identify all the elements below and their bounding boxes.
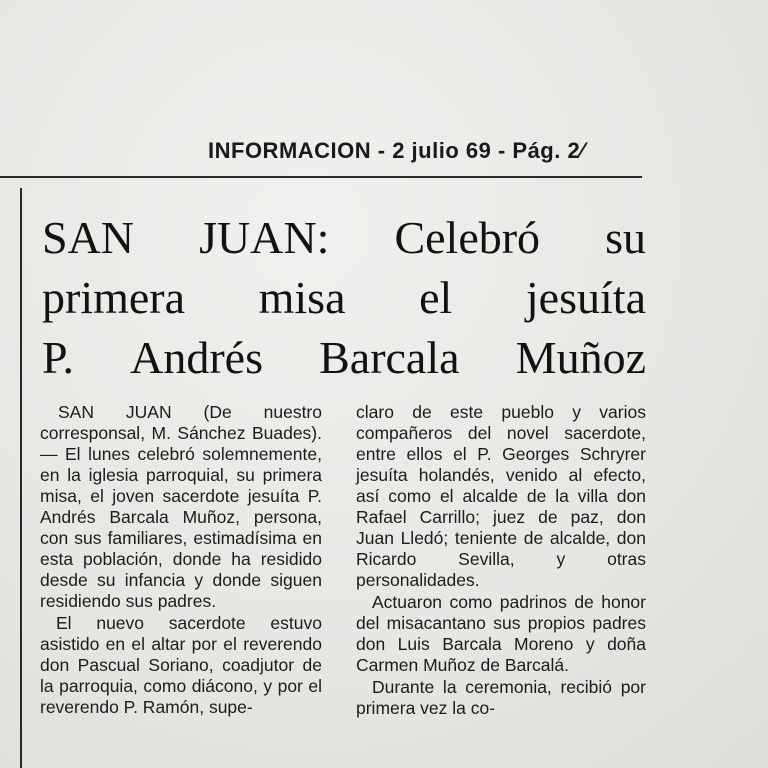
headline-word: misa <box>258 272 346 323</box>
left-divider <box>20 188 22 768</box>
headline-word: Andrés <box>130 332 263 383</box>
headline-word: Muñoz <box>515 332 646 383</box>
headline-word: P. <box>42 332 74 383</box>
headline-line <box>42 268 646 328</box>
headline-word: SAN <box>42 212 135 263</box>
article-column-right <box>356 402 646 719</box>
article-column-left <box>40 402 322 718</box>
article-paragraph: Actuaron como padrinos de honor del misacantano sus propios padres don Luis Barcala Moreno y doña Carmen Muñoz de Barcalá. <box>356 592 646 675</box>
headline-word: el <box>419 272 453 323</box>
headline-word: jesuíta <box>525 272 646 323</box>
headline-word: Celebró <box>394 212 541 263</box>
article-paragraph: El nuevo sacerdote estuvo asistido en el altar por el reverendo don Pascual Soriano, coadjutor de la parroquia, como diácono, y por el reverendo P. Ramón, supe- <box>40 613 322 717</box>
headline-word: Barcala <box>319 332 460 383</box>
headline-line <box>42 328 646 388</box>
article-paragraph: Durante la ceremonia, recibió por primera vez la co- <box>356 677 646 718</box>
article-paragraph: claro de este pueblo y varios compañeros del novel sacerdote, entre ellos el P. Georges Schryrer jesuíta holandés, venido al efecto, así como el alcalde de la villa don Rafael Carrillo; juez de paz, don Juan Lledó; teniente de alcalde, don Ricardo Sevilla, y otras personalidades. <box>356 402 646 590</box>
page-header: INFORMACION - 2 julio 69 - Pág. 2⁄ <box>208 138 585 163</box>
article-paragraph: SAN JUAN (De nuestro corresponsal, M. Sánchez Buades). — El lunes celebró solemnemente, en la iglesia parroquial, su primera misa, el joven sacerdote jesuíta P. Andrés Barcala Muñoz, persona, con sus familiares, estimadísima en esta población, donde ha residido desde su infancia y donde siguen residiendo sus padres. <box>40 402 322 611</box>
headline-word: JUAN: <box>199 212 330 263</box>
headline-line <box>42 208 646 268</box>
top-divider <box>0 176 642 178</box>
headline-word: su <box>605 212 646 263</box>
headline-word: primera <box>42 272 186 323</box>
article-headline <box>42 208 646 388</box>
